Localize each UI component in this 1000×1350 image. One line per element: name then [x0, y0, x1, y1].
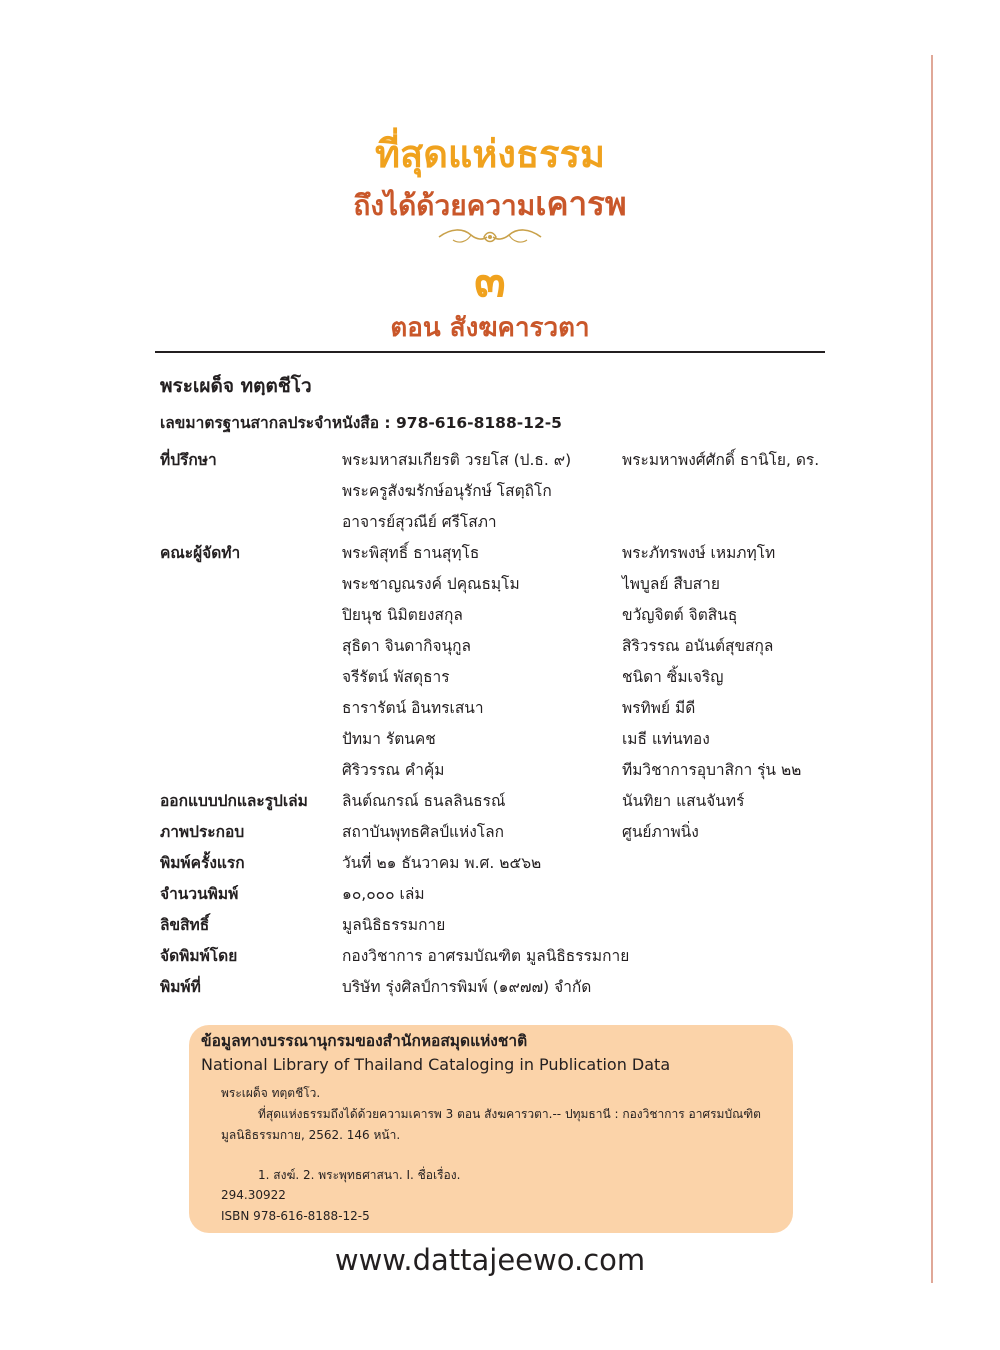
- credit-name: นันทิยา แสนจันทร์: [622, 792, 745, 810]
- credit-name: จรีรัตน์ พัสดุธาร: [342, 668, 450, 686]
- credit-name: ชนิดา ซิ้มเจริญ: [622, 668, 724, 686]
- header-divider: [155, 351, 825, 353]
- cip-heading-english: National Library of Thailand Cataloging in Publication Data: [201, 1055, 671, 1074]
- isbn-line: เลขมาตรฐานสากลประจำหนังสือ : 978-616-8188-12-5: [160, 414, 562, 432]
- ornament-flourish-icon: [437, 226, 543, 248]
- credit-name: สุธิดา จินดากิจนุกูล: [342, 637, 472, 655]
- credit-label-advisors: ที่ปรึกษา: [160, 451, 217, 469]
- credit-name: ลินต์ณกรณ์ ธนลลินธรณ์: [342, 792, 506, 810]
- credit-label-copyright: ลิขสิทธิ์: [160, 916, 210, 934]
- author-name: พระเผด็จ ทตฺตชีโว: [160, 375, 312, 397]
- credit-name: สิริวรรณ อนันต์สุขสกุล: [622, 637, 774, 655]
- page-edge-rule: [931, 55, 933, 1283]
- credit-name: พระมหาสมเกียรติ วรยโส (ป.ธ. ๙): [342, 451, 572, 469]
- book-subtitle-part1: ถึงได้ด้วยความ: [353, 189, 536, 222]
- volume-numeral: ๓: [474, 253, 506, 307]
- credit-label-design: ออกแบบปกและรูปเล่ม: [160, 792, 308, 810]
- cip-author: พระเผด็จ ทตฺตชีโว.: [221, 1086, 321, 1100]
- book-subtitle-part2: เคารพ: [535, 184, 627, 223]
- episode-title: ตอน สังฆคารวตา: [390, 313, 590, 343]
- credit-name: พระชาญณรงค์ ปคุณธมฺโม: [342, 575, 520, 593]
- credit-name: ปิยนุช นิมิตยงสกุล: [342, 606, 463, 624]
- cip-description-line2: มูลนิธิธรรมกาย, 2562. 146 หน้า.: [221, 1128, 401, 1142]
- credit-name: ปัทมา รัตนคช: [342, 730, 436, 748]
- credit-name: เมธี แท่นทอง: [622, 730, 710, 748]
- credit-label-print-run: จำนวนพิมพ์: [160, 885, 239, 903]
- cip-description-line1: ที่สุดแห่งธรรมถึงได้ด้วยความเคารพ 3 ตอน สังฆคารวตา.-- ปทุมธานี : กองวิชาการ อาศรมบัณฑิต: [258, 1107, 761, 1121]
- credit-name: วันที่ ๒๑ ธันวาคม พ.ศ. ๒๕๖๒: [342, 854, 542, 872]
- credit-name: ไพบูลย์ สืบสาย: [622, 575, 720, 593]
- cip-classification: 294.30922: [221, 1188, 286, 1202]
- website-link[interactable]: www.dattajeewo.com: [334, 1243, 646, 1277]
- credit-name: พระพิสุทธิ์ ธานสุทฺโธ: [342, 544, 480, 562]
- credit-name: กองวิชาการ อาศรมบัณฑิต มูลนิธิธรรมกาย: [342, 947, 630, 965]
- credit-name: บริษัท รุ่งศิลป์การพิมพ์ (๑๙๗๗) จำกัด: [342, 978, 592, 996]
- credit-name: ศูนย์ภาพนิ่ง: [622, 823, 699, 841]
- credit-label-illustration: ภาพประกอบ: [160, 823, 245, 841]
- credit-name: ขวัญจิตต์ จิตสินธุ: [622, 606, 738, 624]
- book-subtitle: [155, 184, 825, 226]
- cip-heading-thai: ข้อมูลทางบรรณานุกรมของสำนักหอสมุดแห่งชาติ: [201, 1032, 528, 1050]
- credit-name: ธารารัตน์ อินทรเสนา: [342, 699, 484, 717]
- credit-name: พระภัทรพงษ์ เหมภทฺโท: [622, 544, 776, 562]
- credit-name: อาจารย์สุวณีย์ ศรีโสภา: [342, 513, 497, 531]
- credit-label-publisher: จัดพิมพ์โดย: [160, 947, 238, 965]
- credit-name: พระมหาพงศ์ศักดิ์ ธานิโย, ดร.: [622, 451, 820, 469]
- credit-name: พรทิพย์ มีดี: [622, 699, 696, 717]
- credit-name: ทีมวิชาการอุบาสิกา รุ่น ๒๒: [622, 761, 802, 779]
- credit-label-first-print: พิมพ์ครั้งแรก: [160, 854, 245, 872]
- cip-isbn: ISBN 978-616-8188-12-5: [221, 1209, 370, 1223]
- credit-label-printer: พิมพ์ที่: [160, 978, 201, 996]
- credit-name: ศิริวรรณ คำคุ้ม: [342, 761, 445, 779]
- credit-name: สถาบันพุทธศิลป์แห่งโลก: [342, 823, 505, 841]
- credit-name: พระครูสังฆรักษ์อนุรักษ์ โสตฺถิโก: [342, 482, 552, 500]
- credit-label-production-team: คณะผู้จัดทำ: [160, 544, 241, 562]
- credit-name: ๑๐,๐๐๐ เล่ม: [342, 885, 425, 903]
- book-title: ที่สุดแห่งธรรม: [374, 132, 606, 176]
- credit-name: มูลนิธิธรรมกาย: [342, 916, 446, 934]
- cip-subjects: 1. สงฆ์. 2. พระพุทธศาสนา. I. ชื่อเรื่อง.: [258, 1168, 461, 1182]
